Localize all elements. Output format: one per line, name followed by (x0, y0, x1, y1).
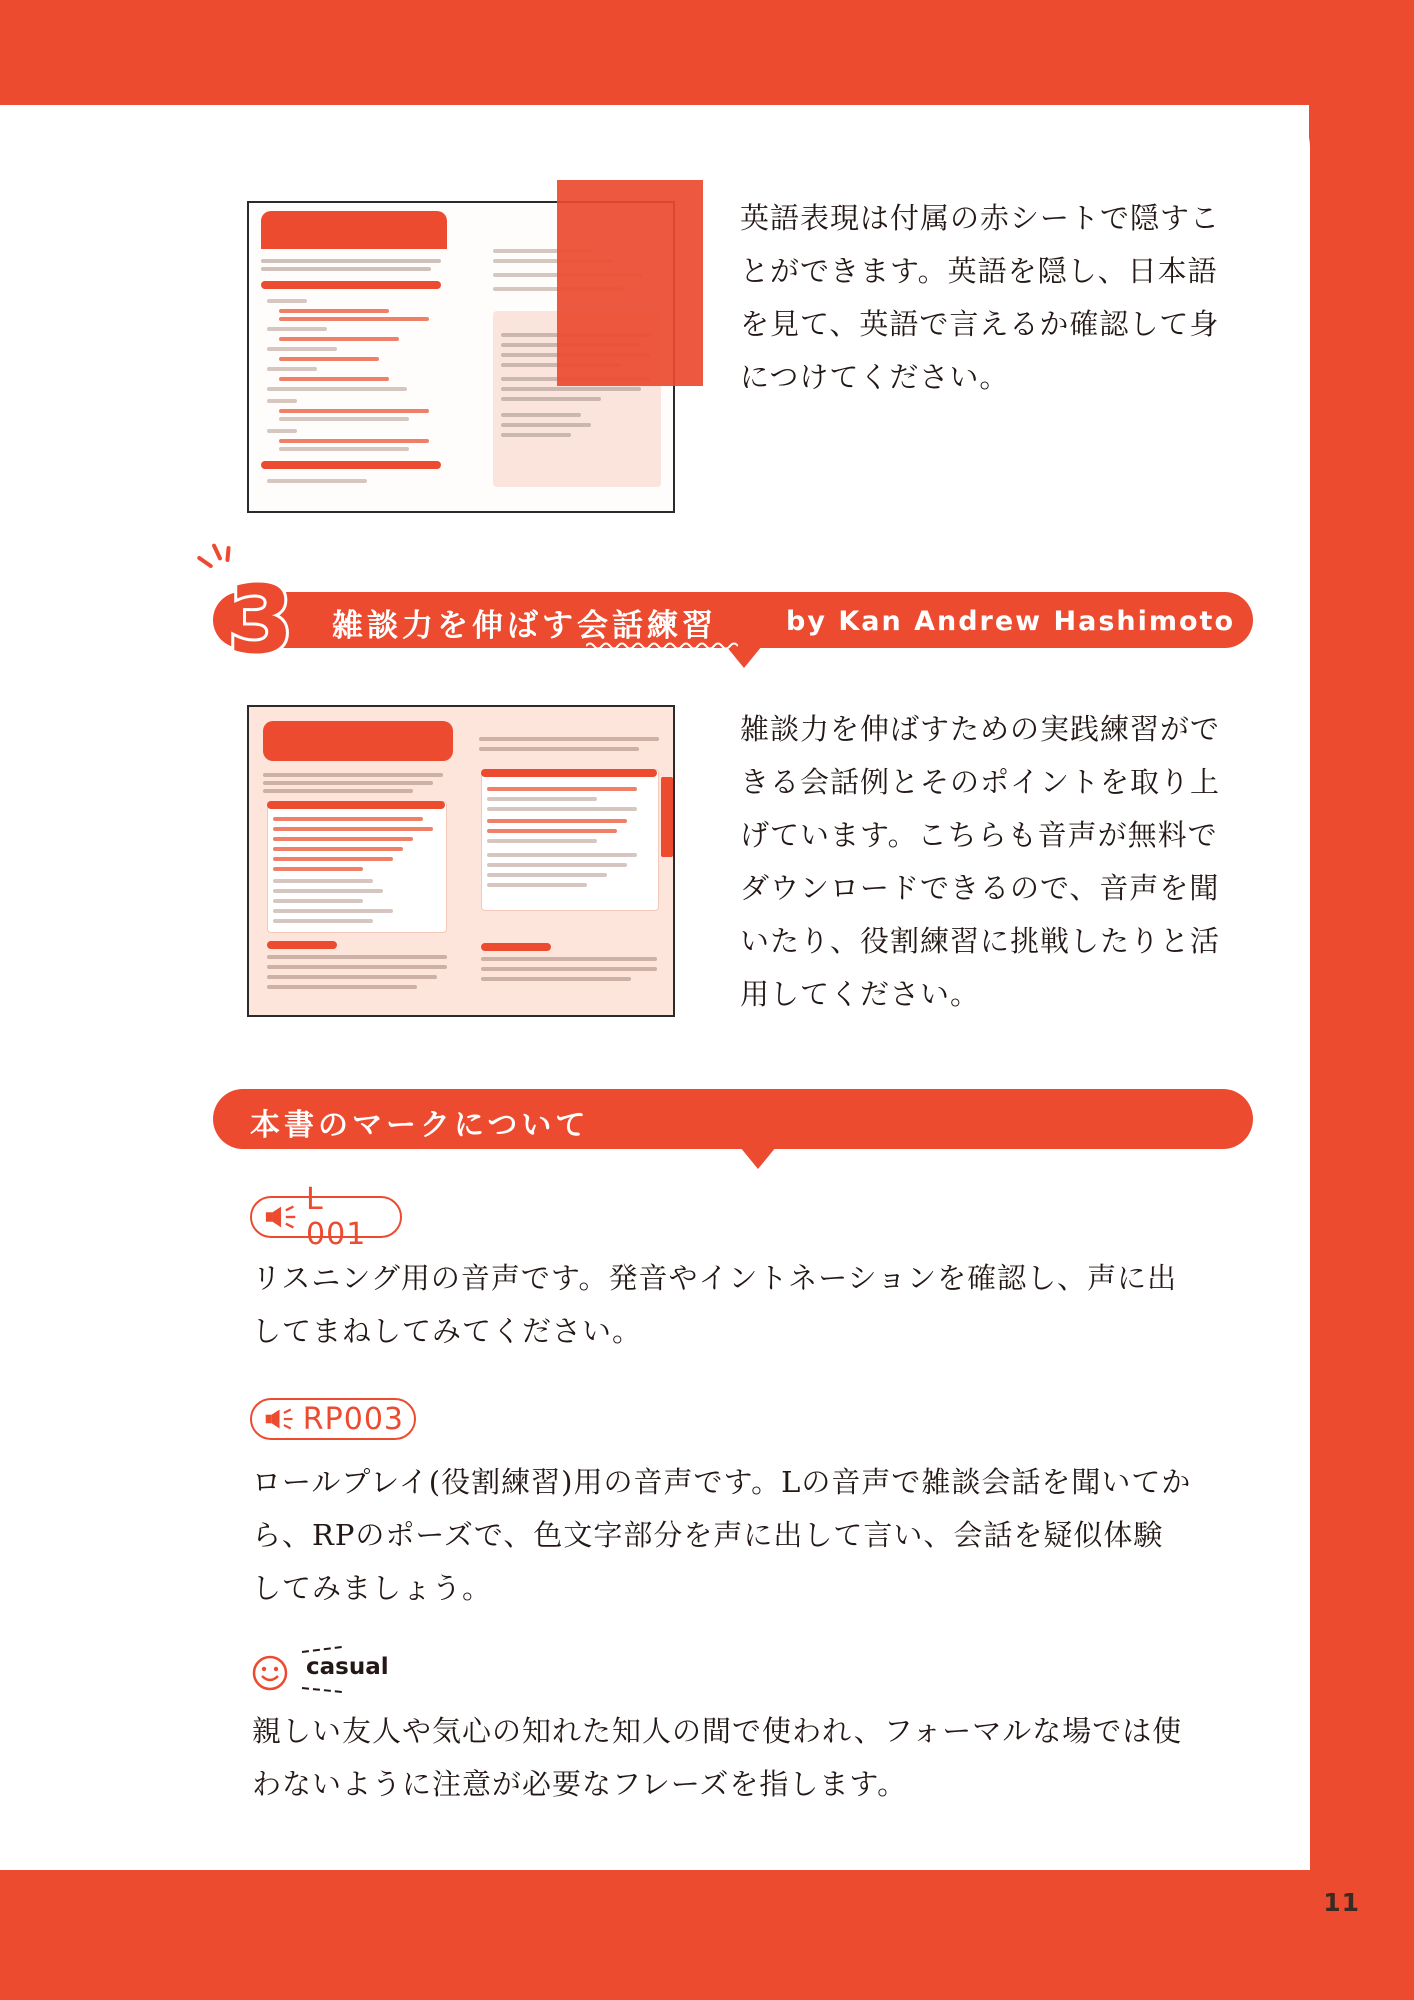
section3-line-5: いたり、役割練習に挑戦したりと活 (740, 924, 1221, 958)
listening-line-1: リスニング用の音声です。発音やイントネーションを確認し、声に出 (252, 1261, 1178, 1295)
smiley-icon (252, 1655, 288, 1691)
listening-mark (250, 1182, 402, 1252)
marks-title: 本書のマークについて (250, 1108, 590, 1143)
section3-byline: by Kan Andrew Hashimoto (786, 606, 1236, 637)
marks-banner-pointer (740, 1147, 776, 1169)
intro-paragraph (740, 192, 1280, 404)
casual-line-1: 親しい友人や気心の知れた知人の間で使われ、フォーマルな場では使 (252, 1714, 1183, 1748)
page-number: 11 (1323, 1888, 1360, 1917)
right-strip (1310, 105, 1384, 1870)
roleplay-mark-label: RP003 (302, 1401, 404, 1437)
section3-line-6: 用してください。 (740, 977, 981, 1011)
roleplay-description (252, 1456, 1272, 1615)
top-border (0, 0, 1414, 105)
casual-dash-top (300, 1646, 344, 1654)
intro-line-4: につけてください。 (740, 360, 1010, 394)
bottom-border (0, 1870, 1414, 2000)
red-sheet-overlay (557, 180, 703, 386)
casual-mark-label: casual (306, 1654, 389, 1680)
section3-line-3: げています。こちらも音声が無料で (740, 818, 1218, 852)
casual-line-2: わないように注意が必要なフレーズを指します。 (252, 1767, 908, 1801)
listening-description (252, 1252, 1272, 1358)
section3-line-2: きる会話例とそのポイントを取り上 (740, 765, 1221, 799)
speaker-icon (264, 1406, 297, 1432)
right-border (1384, 0, 1414, 2000)
roleplay-line-1: ロールプレイ(役割練習)用の音声です。Lの音声で雑談会話を聞いてか (252, 1465, 1192, 1499)
casual-dash-bottom (300, 1686, 344, 1694)
intro-line-3: を見て、英語で言えるか確認して身 (740, 307, 1220, 341)
roleplay-mark (250, 1398, 416, 1440)
listening-mark-label: L 001 (306, 1182, 367, 1252)
section-number: 3 (228, 566, 294, 675)
section3-title: 雑談力を伸ばす会話練習 (332, 608, 717, 644)
listening-line-2: してまねしてみてください。 (252, 1314, 643, 1348)
roleplay-line-2: ら、RPのポーズで、色文字部分を声に出して言い、会話を疑似体験 (252, 1518, 1164, 1552)
wavy-underline (586, 641, 738, 651)
section3-paragraph (740, 703, 1280, 1021)
intro-line-2: とができます。英語を隠し、日本語 (740, 254, 1218, 288)
sample-page-thumbnail-conversation (247, 705, 675, 1017)
section3-line-1: 雑談力を伸ばすための実践練習がで (740, 712, 1221, 746)
section3-line-4: ダウンロードできるので、音声を聞 (740, 871, 1220, 905)
speaker-icon (264, 1204, 300, 1230)
casual-description (252, 1705, 1272, 1811)
intro-line-1: 英語表現は付属の赤シートで隠すこ (740, 201, 1221, 235)
roleplay-line-3: してみましょう。 (252, 1571, 493, 1605)
